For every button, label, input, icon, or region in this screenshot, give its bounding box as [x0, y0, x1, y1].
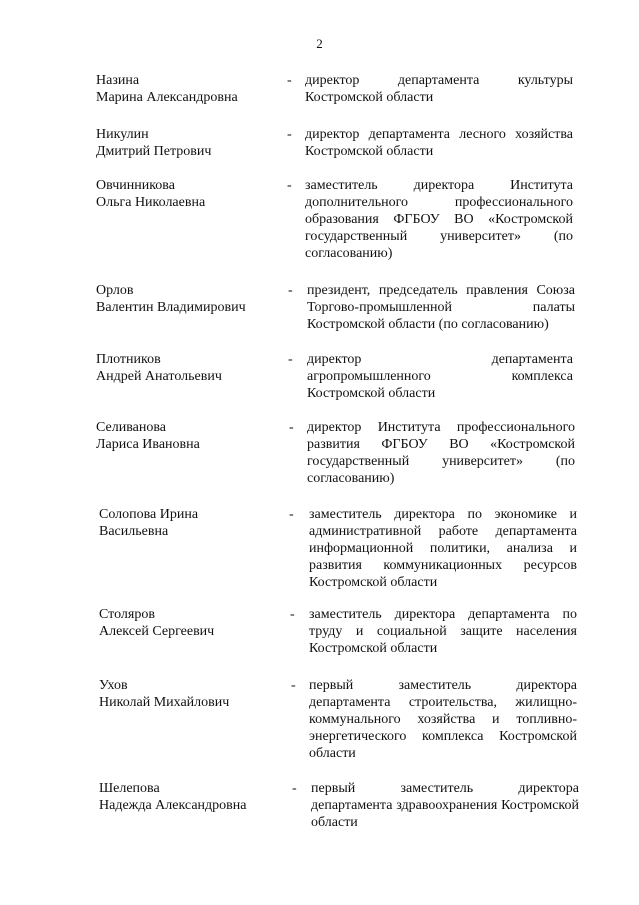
dash-separator: -: [292, 781, 297, 796]
person-name: Орлов Валентин Владимирович: [96, 283, 246, 315]
page-number: 2: [316, 36, 323, 51]
dash-separator: -: [287, 73, 292, 88]
position-description: директор департамента лесного хозяйства Костромской области: [305, 127, 573, 159]
person-name: Солопова Ирина Васильевна: [99, 507, 199, 539]
position-description: заместитель директора департамента по труду и социальной защите населения Костромской области: [309, 607, 577, 656]
position-description: заместитель директора по экономике и административной работе департамента информационной политики, анализа и развития коммуникационных ресурсов Костромской области: [309, 507, 577, 590]
dash-separator: -: [287, 178, 292, 193]
dash-separator: -: [289, 420, 294, 435]
position-description: первый заместитель директора департамента здравоохранения Костромской области: [311, 781, 579, 830]
dash-separator: -: [289, 507, 294, 522]
dash-separator: -: [290, 607, 295, 622]
dash-separator: -: [288, 283, 293, 298]
person-name: Назина Марина Александровна: [96, 73, 238, 105]
position-description: президент, председатель правления Союза Торгово-промышленной палаты Костромской области (по согласованию): [307, 283, 575, 332]
person-name: Столяров Алексей Сергеевич: [99, 607, 215, 639]
position-description: директор Института профессионального развития ФГБОУ ВО «Костромской государственный университет» (по согласованию): [307, 420, 575, 486]
dash-separator: -: [288, 352, 293, 367]
person-name: Ухов Николай Михайлович: [99, 678, 230, 710]
position-description: заместитель директора Института дополнительного профессионального образования ФГБОУ ВО «Костромской государственный университет» (по согласованию): [305, 178, 573, 261]
position-description: директор департамента агропромышленного комплекса Костромской области: [307, 352, 573, 401]
person-name: Шелепова Надежда Александровна: [99, 781, 247, 813]
dash-separator: -: [287, 127, 292, 142]
person-name: Овчинникова Ольга Николаевна: [96, 178, 206, 210]
position-description: директор департамента культуры Костромской области: [305, 73, 573, 105]
person-name: Никулин Дмитрий Петрович: [96, 127, 212, 159]
person-name: Селиванова Лариса Ивановна: [96, 420, 200, 452]
position-description: первый заместитель директора департамента строительства, жилищно-коммунального хозяйства и топливно-энергетического комплекса Костромской области: [309, 678, 577, 761]
dash-separator: -: [291, 678, 296, 693]
person-name: Плотников Андрей Анатольевич: [96, 352, 222, 384]
